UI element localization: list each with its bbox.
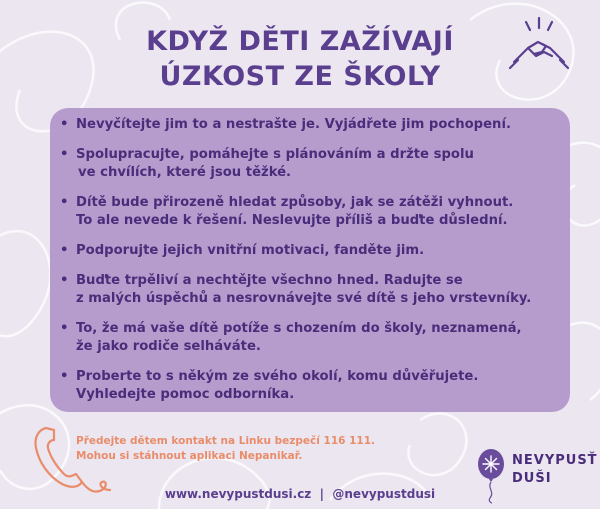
title-line-2: ÚZKOST ZE ŠKOLY [159, 61, 441, 92]
helpline-line-1: Předejte dětem kontakt na Linku bezpečí 116 111. [76, 435, 375, 447]
bullet: • [60, 273, 69, 288]
tip-2-line-1: Spolupracujte, pomáhejte s plánováním a držte spolu [76, 147, 474, 162]
tip-2-line-2: ve chvílích, které jsou těžké. [78, 165, 292, 180]
tip-6-line-1: To, že má vaše dítě potíže s chozením do školy, neznamená, [76, 321, 522, 336]
tip-item [58, 368, 563, 404]
tip-7-line-2: Vyhledejte pomoc odborníka. [76, 387, 295, 402]
tip-7-line-1: Proberte to s někým ze svého okolí, komu důvěřujete. [76, 369, 479, 384]
bullet: • [60, 195, 69, 210]
title-line-1: KDYŽ DĚTI ZAŽÍVAJÍ [146, 26, 454, 57]
tip-item [58, 272, 563, 308]
tip-4-line-1: Podporujte jejich vnitřní motivaci, fanděte jim. [76, 243, 425, 258]
helpline-line-2: Mohou si stáhnout aplikaci Nepanikař. [76, 450, 303, 462]
helpline-text [76, 434, 375, 464]
bullet: • [60, 369, 69, 384]
tip-item [58, 116, 563, 134]
brand-line-1: NEVYPUSŤ [512, 453, 598, 468]
bullet: • [60, 243, 69, 258]
brand-line-2: DUŠI [512, 471, 552, 486]
page-title [60, 24, 540, 94]
tip-item [58, 194, 563, 230]
tip-5-line-1: Buďte trpěliví a nechtějte všechno hned. Radujte se [76, 273, 463, 288]
tip-1-line-1: Nevyčítejte jim to a nestrašte je. Vyjádřete jim pochopení. [76, 117, 511, 132]
footer-links: www.nevypustdusi.cz | @nevypustdusi [164, 487, 436, 501]
tip-5-line-2: z malých úspěchů a nesrovnávejte své dítě s jeho vrstevníky. [76, 291, 532, 306]
bullet: • [60, 117, 69, 132]
tip-item [58, 242, 563, 260]
brand-logo-text [512, 452, 598, 488]
hands-clasp-icon [506, 12, 572, 78]
tip-6-line-2: že jako rodiče selháváte. [76, 339, 261, 354]
bullet: • [60, 147, 69, 162]
bullet: • [60, 321, 69, 336]
tip-item [58, 320, 563, 356]
tips-list [58, 116, 563, 416]
tip-3-line-1: Dítě bude přirozeně hledat způsoby, jak se zátěži vyhnout. [76, 195, 514, 210]
tip-3-line-2: To ale nevede k řešení. Neslevujte příliš a buďte důslední. [76, 213, 508, 228]
tip-item [58, 146, 563, 182]
